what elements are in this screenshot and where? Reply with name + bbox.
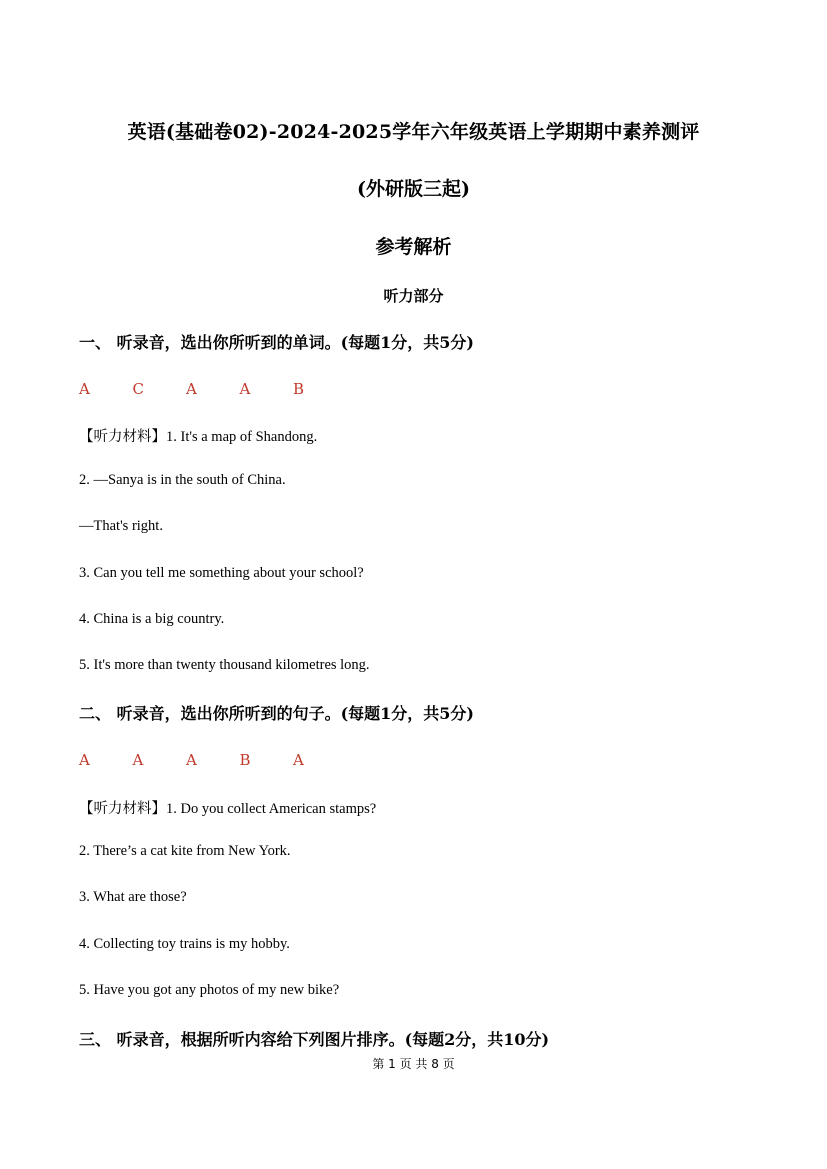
material-line: 2. There’s a cat kite from New York. (79, 843, 291, 859)
material-line: 5. Have you got any photos of my new bike? (79, 982, 340, 998)
answer-item: B (293, 380, 305, 398)
page-number-footer: 第 1 页 共 8 页 (372, 1057, 455, 1071)
answer-item: A (186, 751, 197, 769)
answer-item: A (79, 751, 90, 769)
material-line: 4. China is a big country. (79, 611, 225, 627)
material-line: 3. What are those? (79, 889, 187, 905)
material-line: 2. —Sanya is in the south of China. (79, 472, 286, 488)
material-line: 【听力材料】1. Do you collect American stamps? (79, 801, 377, 817)
section-2-title: 二、 听录音，选出你所听到的句子。(每题1分，共5分) (79, 704, 474, 723)
answer-item: C (132, 380, 144, 398)
answer-item: B (239, 751, 251, 769)
answer-item: A (186, 380, 197, 398)
document-title: 英语(基础卷02)-2024-2025学年六年级英语上学期期中素养测评 (127, 121, 700, 143)
section-1-answers (79, 380, 347, 398)
section-2-answers (79, 751, 347, 769)
section-1-title: 一、 听录音，选出你所听到的单词。(每题1分，共5分) (79, 333, 474, 352)
answer-item: A (293, 751, 304, 769)
answer-item: A (79, 380, 90, 398)
answer-item: A (239, 380, 251, 398)
section-3-title: 三、 听录音，根据所听内容给下列图片排序。(每题2分，共10分) (79, 1030, 550, 1049)
material-line: 5. It's more than twenty thousand kilometres long. (79, 657, 370, 673)
document-subtitle: (外研版三起) (357, 178, 470, 200)
material-line: 4. Collecting toy trains is my hobby. (79, 936, 290, 952)
answer-key-heading: 参考解析 (375, 236, 452, 258)
answer-item: A (132, 751, 144, 769)
material-line: —That's right. (79, 518, 163, 534)
listening-part-heading: 听力部分 (383, 287, 444, 305)
material-line: 【听力材料】1. It's a map of Shandong. (79, 429, 318, 445)
material-line: 3. Can you tell me something about your school? (79, 565, 364, 581)
